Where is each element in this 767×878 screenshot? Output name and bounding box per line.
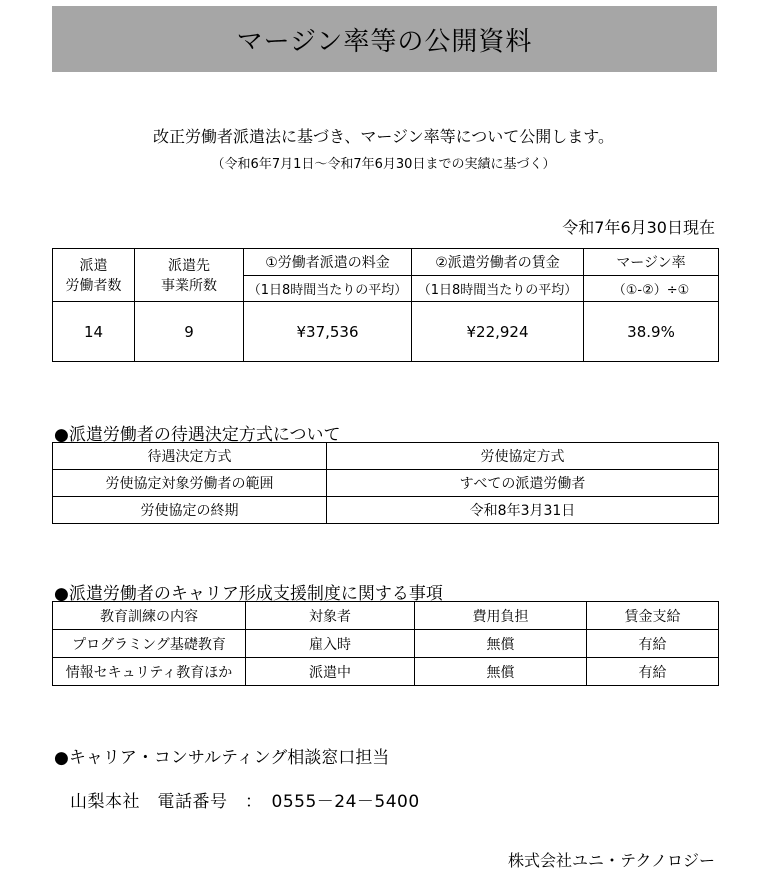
as-of-date: 令和7年6月30日現在 (562, 218, 715, 237)
header-site-count: 派遣先 事業所数 (135, 249, 244, 302)
treatment-heading: ●派遣労働者の待遇決定方式について (54, 425, 341, 445)
header-dispatch-fee: ①労働者派遣の料金 (244, 249, 412, 276)
company-name: 株式会社ユニ・テクノロジー (507, 851, 715, 870)
table-header-row: 教育訓練の内容 対象者 費用負担 賃金支給 (53, 602, 719, 630)
intro-text: 改正労働者派遣法に基づき、マージン率等について公開します。 (152, 127, 615, 146)
header-margin-formula: （①-②）÷① (584, 276, 719, 302)
table-row: 労使協定の終期 令和8年3月31日 (53, 497, 719, 524)
career-support-table (52, 601, 719, 686)
treatment-table (52, 442, 719, 524)
header-worker-count: 派遣 労働者数 (53, 249, 135, 302)
consult-heading: ●キャリア・コンサルティング相談窓口担当 (54, 748, 390, 768)
value-margin-rate: 38.9% (584, 302, 719, 362)
table-row: 情報セキュリティ教育ほか 派遣中 無償 有給 (53, 658, 719, 686)
header-worker-wage-note: （1日8時間当たりの平均） (412, 276, 584, 302)
value-dispatch-fee: ¥37,536 (244, 302, 412, 362)
margin-rate-table (52, 248, 719, 362)
table-row: プログラミング基礎教育 雇入時 無償 有給 (53, 630, 719, 658)
intro-period: （令和6年7月1日～令和7年6月30日までの実績に基づく） (211, 157, 556, 172)
header-worker-wage: ②派遣労働者の賃金 (412, 249, 584, 276)
career-heading: ●派遣労働者のキャリア形成支援制度に関する事項 (54, 584, 443, 604)
value-worker-count: 14 (53, 302, 135, 362)
page-title: マージン率等の公開資料 (52, 6, 717, 72)
header-margin-rate: マージン率 (584, 249, 719, 276)
contact-phone: 山梨本社 電話番号 ： 0555－24－5400 (70, 792, 420, 812)
value-worker-wage: ¥22,924 (412, 302, 584, 362)
table-row: 待遇決定方式 労使協定方式 (53, 443, 719, 470)
header-dispatch-fee-note: （1日8時間当たりの平均） (244, 276, 412, 302)
table-row: 労使協定対象労働者の範囲 すべての派遣労働者 (53, 470, 719, 497)
value-site-count: 9 (135, 302, 244, 362)
